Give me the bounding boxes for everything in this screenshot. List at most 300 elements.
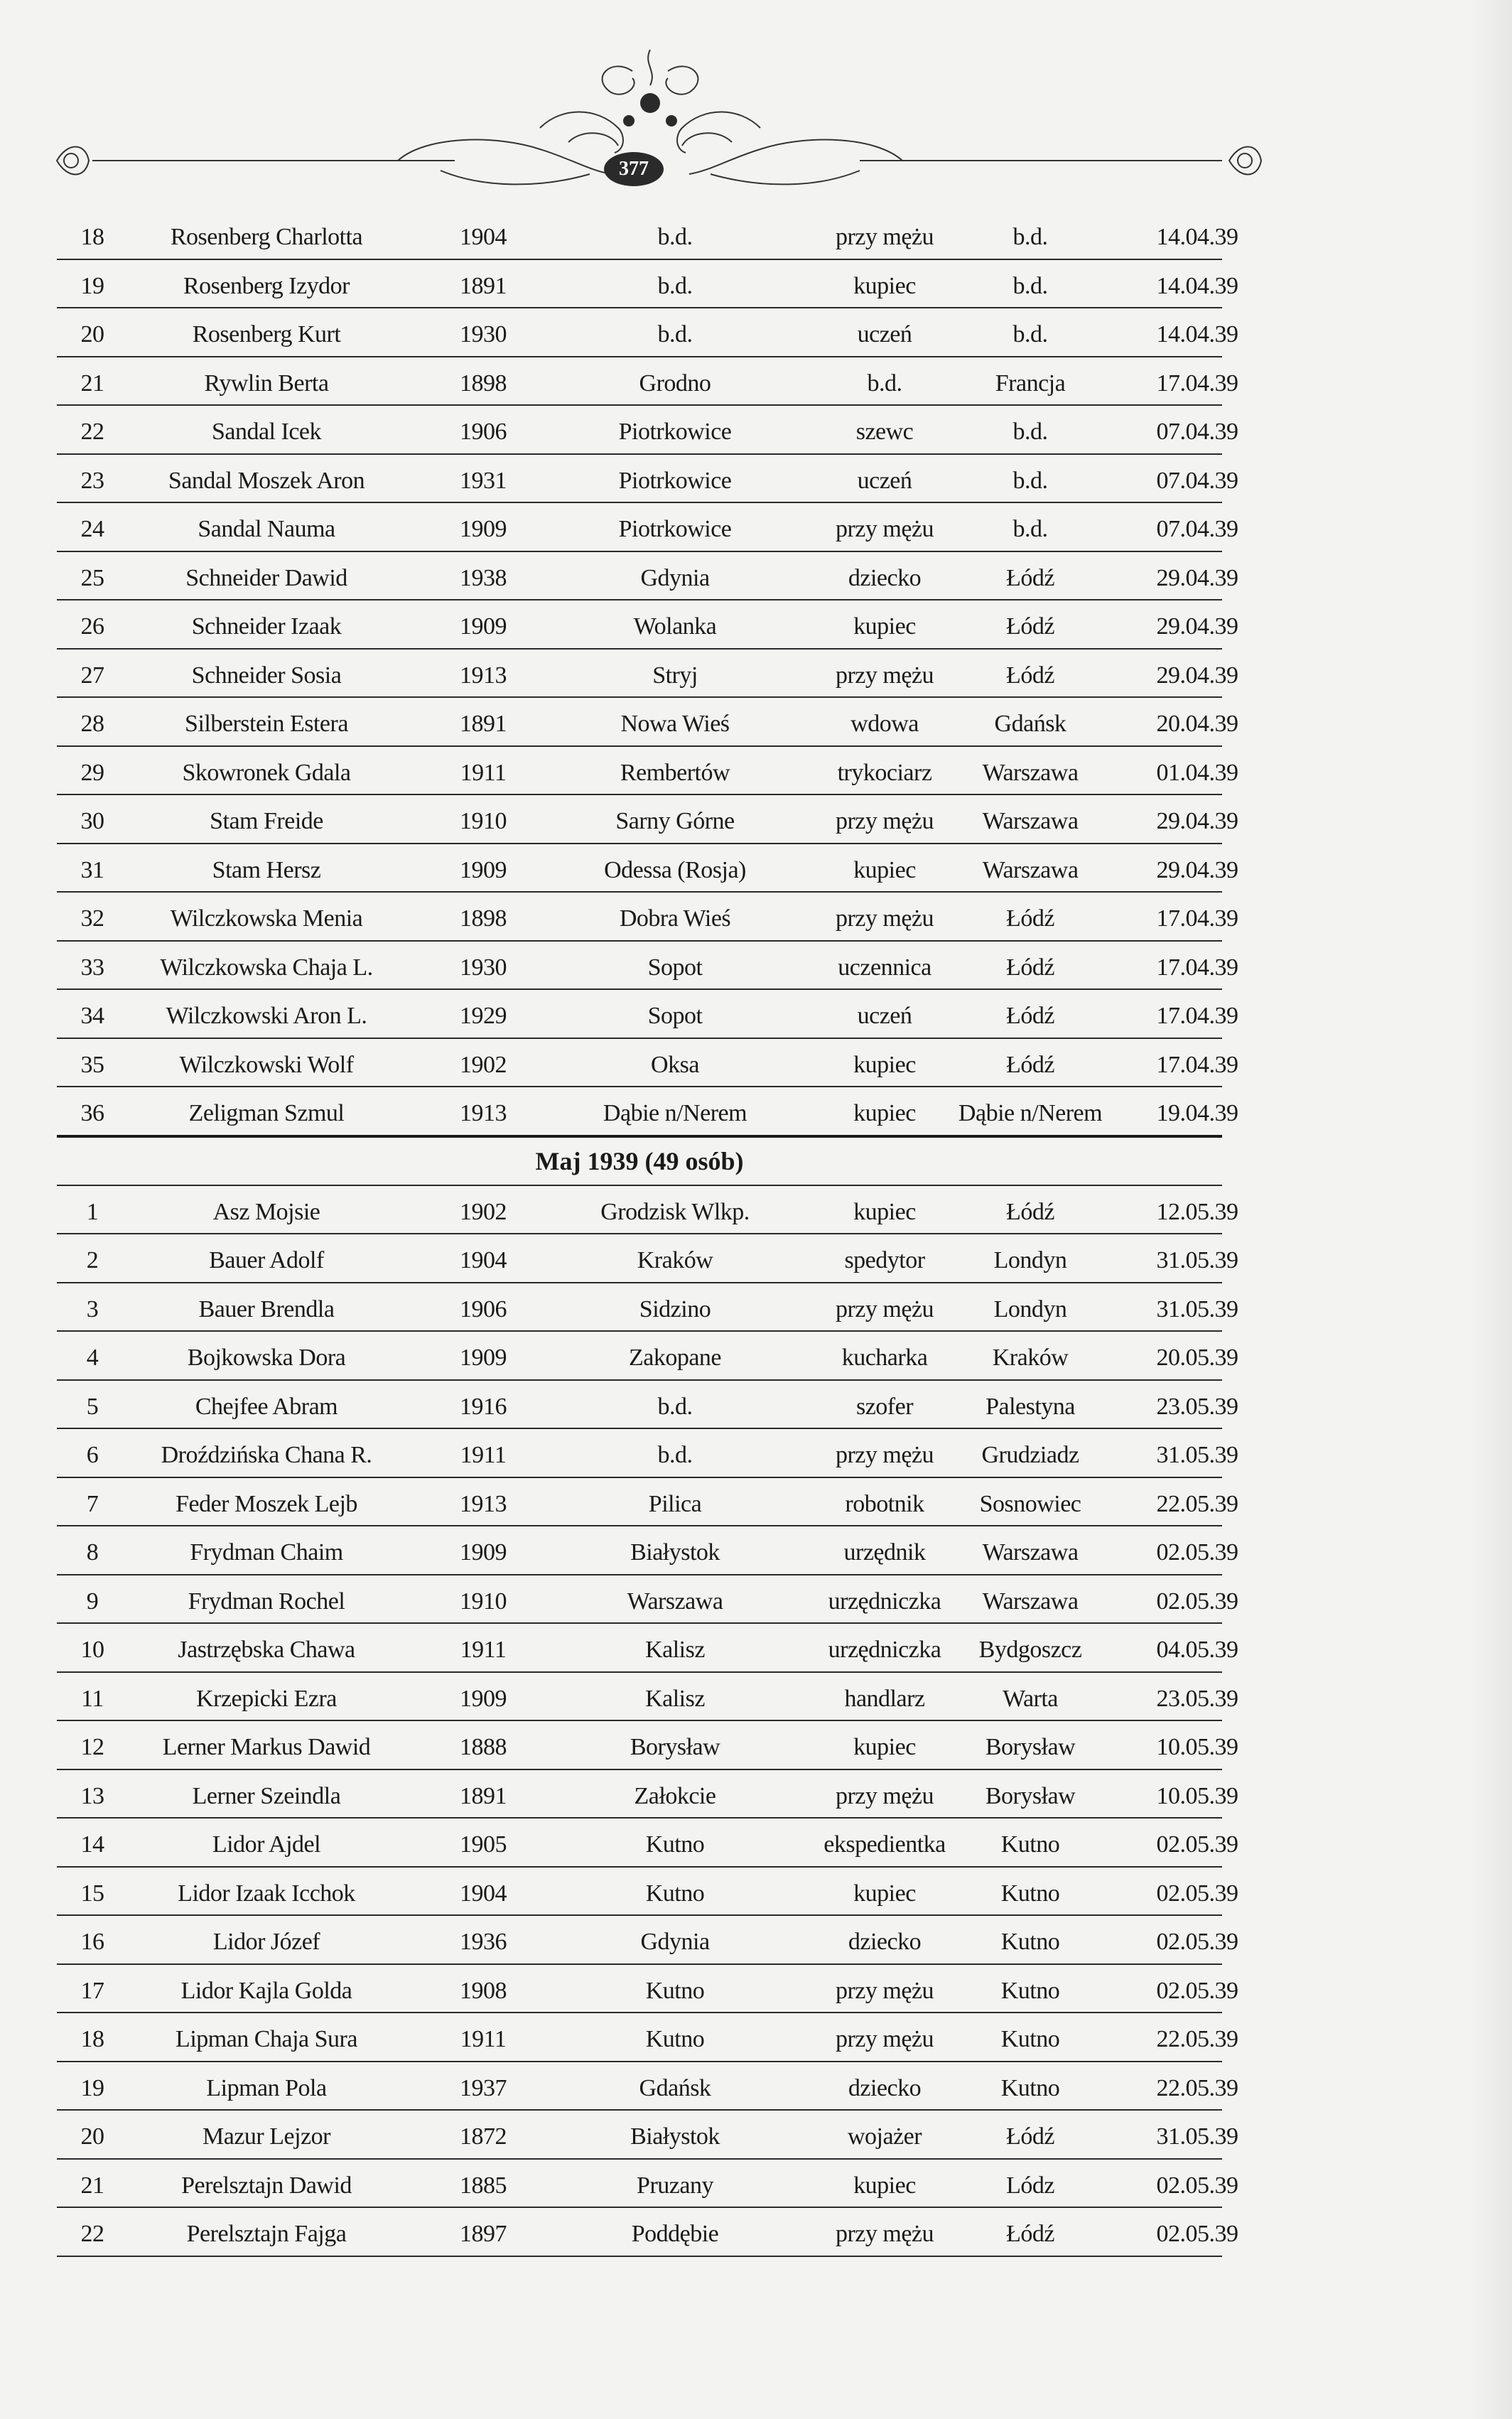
table-row [57,2111,1238,2160]
birth-year-cell: 1931 [460,467,507,494]
occupation-cell: uczeń [857,1003,912,1029]
row-number-cell: 30 [80,808,104,834]
row-number-cell: 25 [80,564,104,591]
table-row [57,2208,1238,2257]
row-number-cell: 13 [80,1782,104,1809]
birth-year-cell: 1911 [460,1637,507,1663]
row-number-cell: 35 [80,1051,104,1078]
row-number-cell: 11 [81,1685,104,1712]
departure-date-cell: 31.05.39 [1156,2123,1238,2150]
table-row [57,1916,1238,1965]
row-number-cell: 20 [80,2123,104,2150]
birth-year-cell: 1898 [460,905,507,932]
birth-year-cell: 1936 [460,1929,507,1955]
person-name-cell: Schneider Dawid [185,564,347,591]
birthplace-cell: Dąbie n/Nerem [603,1100,747,1126]
row-number-cell: 9 [86,1588,99,1615]
row-number-cell: 12 [80,1734,104,1760]
person-name-cell: Lidor Józef [212,1929,320,1955]
row-number-cell: 3 [86,1295,99,1322]
occupation-cell: b.d. [867,370,902,397]
birth-year-cell: 1909 [460,1345,507,1371]
table-row [57,1673,1238,1722]
person-name-cell: Droździńska Chana R. [161,1442,372,1468]
birth-year-cell: 1938 [460,564,507,591]
destination-cell: Kutno [1000,2026,1060,2052]
person-name-cell: Silberstein Estera [185,711,348,737]
row-number-cell: 14 [80,1831,104,1858]
birthplace-cell: Sidzino [639,1295,711,1322]
departure-date-cell: 01.04.39 [1156,759,1238,786]
birth-year-cell: 1898 [460,370,507,397]
destination-cell: b.d. [1012,419,1048,445]
person-name-cell: Krzepicki Ezra [196,1685,337,1712]
person-name-cell: Wilczkowska Chaja L. [160,954,373,981]
departure-date-cell: 23.05.39 [1156,1685,1238,1712]
person-name-cell: Sandal Icek [211,419,322,445]
departure-date-cell: 22.05.39 [1156,2026,1238,2052]
birthplace-cell: Zakopane [628,1345,722,1371]
row-number-cell: 6 [86,1442,99,1468]
departure-date-cell: 29.04.39 [1156,613,1238,640]
birth-year-cell: 1929 [460,1003,507,1029]
destination-cell: Łódź [1006,905,1054,932]
destination-cell: b.d. [1012,224,1048,250]
birth-year-cell: 1909 [460,1685,507,1712]
departure-date-cell: 10.05.39 [1156,1734,1238,1760]
table-row [57,1526,1238,1575]
departure-date-cell: 14.04.39 [1156,321,1238,348]
birthplace-cell: Stryj [652,662,698,689]
destination-cell: Łódź [1006,564,1054,591]
person-name-cell: Mazur Lejzor [202,2123,330,2150]
birth-year-cell: 1908 [460,1977,507,2004]
birth-year-cell: 1911 [460,2026,507,2052]
birth-year-cell: 1930 [460,954,507,981]
birthplace-cell: Borysław [630,1734,720,1760]
occupation-cell: przy mężu [835,905,934,932]
table-row [57,406,1238,455]
table-row [57,455,1238,504]
table-row [57,1965,1238,2014]
birth-year-cell: 1891 [460,711,507,737]
row-number-cell: 1 [86,1198,99,1225]
departure-date-cell: 10.05.39 [1156,1782,1238,1809]
table-row [57,1087,1238,1136]
occupation-cell: dziecko [848,1929,922,1955]
departure-date-cell: 02.05.39 [1156,1588,1238,1615]
birthplace-cell: Gdynia [640,564,710,591]
departure-date-cell: 31.05.39 [1156,1247,1238,1273]
departure-date-cell: 02.05.39 [1156,2221,1238,2247]
destination-cell: Kutno [1000,1929,1060,1955]
person-name-cell: Lidor Kajla Golda [180,1977,352,2004]
row-number-cell: 21 [80,2172,104,2199]
header-ornament [0,28,1512,220]
occupation-cell: trykociarz [837,759,932,786]
birth-year-cell: 1916 [460,1393,507,1420]
occupation-cell: kupiec [853,856,916,883]
birthplace-cell: Sopot [647,1003,703,1029]
birth-year-cell: 1906 [460,419,507,445]
departure-date-cell: 07.04.39 [1156,419,1238,445]
birthplace-cell: Sarny Górne [615,808,735,834]
birthplace-cell: Rembertów [620,759,730,786]
person-name-cell: Lerner Szeindla [192,1782,341,1809]
destination-cell: Kutno [1000,2074,1060,2101]
person-name-cell: Skowronek Gdala [182,759,351,786]
departure-date-cell: 20.05.39 [1156,1345,1238,1371]
destination-cell: Kutno [1000,1831,1060,1858]
destination-cell: Łódź [1006,662,1054,689]
birthplace-cell: Odessa (Rosja) [604,856,746,883]
birth-year-cell: 1909 [460,613,507,640]
destination-cell: Palestyna [986,1393,1075,1420]
birthplace-cell: Białystok [630,1539,720,1566]
person-name-cell: Chejfee Abram [195,1393,338,1420]
birthplace-cell: Poddębie [631,2221,719,2247]
birthplace-cell: Oksa [651,1051,699,1078]
row-number-cell: 17 [80,1977,104,2004]
destination-cell: Łódź [1006,1051,1054,1078]
table-row [57,503,1238,552]
row-number-cell: 27 [80,662,104,689]
destination-cell: Łódź [1006,2123,1054,2150]
table-row [57,1429,1238,1478]
birth-year-cell: 1913 [460,1490,507,1517]
destination-cell: Borysław [985,1782,1076,1809]
destination-cell: Kutno [1000,1880,1060,1907]
person-name-cell: Wilczkowski Aron L. [166,1003,367,1029]
person-name-cell: Zeligman Szmul [188,1100,345,1126]
departure-date-cell: 02.05.39 [1156,1977,1238,2004]
table-row [57,1332,1238,1381]
section-header-row [57,1135,1222,1186]
birth-year-cell: 1897 [460,2221,507,2247]
destination-cell: Dąbie n/Nerem [958,1100,1103,1126]
person-name-cell: Sandal Moszek Aron [168,467,365,494]
birth-year-cell: 1904 [460,1880,507,1907]
departure-date-cell: 31.05.39 [1156,1295,1238,1322]
destination-cell: b.d. [1012,467,1048,494]
occupation-cell: ekspedientka [824,1831,946,1858]
page-number: 377 [619,158,649,180]
person-name-cell: Lerner Markus Dawid [162,1734,371,1760]
departure-date-cell: 14.04.39 [1156,224,1238,250]
birthplace-cell: Dobra Wieś [619,905,731,932]
birth-year-cell: 1888 [460,1734,507,1760]
destination-cell: Gdańsk [994,711,1066,737]
person-name-cell: Schneider Izaak [191,613,342,640]
occupation-cell: przy mężu [835,2026,934,2052]
destination-cell: Warszawa [982,1588,1079,1615]
table-row [57,893,1238,942]
occupation-cell: szewc [855,419,914,445]
departure-date-cell: 31.05.39 [1156,1442,1238,1468]
table-row [57,942,1238,991]
person-name-cell: Wilczkowska Menia [170,905,363,932]
person-name-cell: Bauer Brendla [198,1295,335,1322]
table-row [57,1721,1238,1770]
birthplace-cell: b.d. [657,321,693,348]
departure-date-cell: 20.04.39 [1156,711,1238,737]
person-name-cell: Stam Freide [210,808,323,834]
departure-date-cell: 07.04.39 [1156,467,1238,494]
person-name-cell: Lipman Pola [206,2074,327,2101]
occupation-cell: kupiec [853,1100,916,1126]
person-name-cell: Rosenberg Charlotta [170,224,363,250]
person-name-cell: Rywlin Berta [204,370,329,397]
occupation-cell: przy mężu [835,808,934,834]
table-row [57,1234,1238,1283]
departure-date-cell: 19.04.39 [1156,1100,1238,1126]
occupation-cell: urzędniczka [828,1588,941,1615]
page-edge-shadow [1469,0,1512,2419]
birthplace-cell: Kalisz [645,1685,705,1712]
row-number-cell: 5 [86,1393,99,1420]
row-number-cell: 29 [80,759,104,786]
occupation-cell: spedytor [844,1247,925,1273]
birth-year-cell: 1910 [460,808,507,834]
table-row [57,1575,1238,1625]
birth-year-cell: 1872 [460,2123,507,2150]
table-row [57,795,1238,844]
departure-date-cell: 14.04.39 [1156,272,1238,299]
row-number-cell: 33 [80,954,104,981]
departure-date-cell: 02.05.39 [1156,1929,1238,1955]
destination-cell: Kraków [992,1345,1069,1371]
row-number-cell: 34 [80,1003,104,1029]
birthplace-cell: Piotrkowice [618,419,732,445]
row-number-cell: 2 [86,1247,99,1273]
occupation-cell: kupiec [853,1880,916,1907]
row-number-cell: 15 [80,1880,104,1907]
table-row [57,600,1238,650]
birth-year-cell: 1909 [460,856,507,883]
row-number-cell: 26 [80,613,104,640]
departure-date-cell: 02.05.39 [1156,2172,1238,2199]
occupation-cell: uczeń [857,321,912,348]
birthplace-cell: Kutno [645,1977,705,2004]
birth-year-cell: 1910 [460,1588,507,1615]
departure-date-cell: 17.04.39 [1156,905,1238,932]
destination-cell: Warta [1003,1685,1058,1712]
birthplace-cell: Załokcie [634,1782,716,1809]
birthplace-cell: Kutno [645,2026,705,2052]
person-name-cell: Sandal Nauma [198,516,335,542]
birth-year-cell: 1909 [460,1539,507,1566]
row-number-cell: 20 [80,321,104,348]
birthplace-cell: Pilica [648,1490,702,1517]
birth-year-cell: 1905 [460,1831,507,1858]
birth-year-cell: 1909 [460,516,507,542]
person-name-cell: Feder Moszek Lejb [176,1490,357,1517]
destination-cell: Warszawa [982,759,1079,786]
person-name-cell: Lipman Chaja Sura [176,2026,357,2052]
birth-year-cell: 1904 [460,224,507,250]
birth-year-cell: 1913 [460,1100,507,1126]
departure-date-cell: 02.05.39 [1156,1539,1238,1566]
destination-cell: Lódz [1006,2172,1054,2199]
row-number-cell: 24 [80,516,104,542]
departure-date-cell: 23.05.39 [1156,1393,1238,1420]
person-name-cell: Wilczkowski Wolf [179,1051,354,1078]
occupation-cell: urzędniczka [828,1637,941,1663]
birthplace-cell: Kraków [637,1247,713,1273]
destination-cell: Bydgoszcz [978,1637,1082,1663]
occupation-cell: szofer [855,1393,914,1420]
table-row [57,1283,1238,1332]
occupation-cell: przy mężu [835,1977,934,2004]
destination-cell: Łódź [1006,1198,1054,1225]
birthplace-cell: Grodzisk Wlkp. [600,1198,750,1225]
table-row [57,1868,1238,1917]
person-name-cell: Asz Mojsie [212,1198,320,1225]
departure-date-cell: 17.04.39 [1156,954,1238,981]
table-row [57,1186,1238,1235]
person-name-cell: Perelsztajn Dawid [181,2172,352,2199]
birthplace-cell: Grodno [639,370,711,397]
occupation-cell: kupiec [853,2172,916,2199]
departure-date-cell: 22.05.39 [1156,2074,1238,2101]
row-number-cell: 32 [80,905,104,932]
departure-date-cell: 29.04.39 [1156,808,1238,834]
occupation-cell: przy mężu [835,224,934,250]
destination-cell: Francja [995,370,1066,397]
row-number-cell: 21 [80,370,104,397]
occupation-cell: przy mężu [835,1295,934,1322]
occupation-cell: urzędnik [843,1539,926,1566]
destination-cell: b.d. [1012,516,1048,542]
occupation-cell: wojażer [847,2123,922,2150]
april-rows [57,211,1238,1136]
departure-date-cell: 12.05.39 [1156,1198,1238,1225]
destination-cell: Londyn [993,1247,1067,1273]
table-row [57,1039,1238,1088]
occupation-cell: uczeń [857,467,912,494]
birth-year-cell: 1906 [460,1295,507,1322]
birthplace-cell: Nowa Wieś [620,711,730,737]
departure-date-cell: 17.04.39 [1156,1003,1238,1029]
birthplace-cell: Gdańsk [639,2074,711,2101]
occupation-cell: dziecko [848,2074,922,2101]
departure-date-cell: 02.05.39 [1156,1880,1238,1907]
birth-year-cell: 1930 [460,321,507,348]
table-row [57,1381,1238,1430]
occupation-cell: przy mężu [835,2221,934,2247]
table-row [57,1770,1238,1819]
destination-cell: Łódź [1006,613,1054,640]
occupation-cell: robotnik [845,1490,924,1517]
table-row [57,260,1238,309]
person-name-cell: Lidor Ajdel [212,1831,321,1858]
table-row [57,2160,1238,2209]
person-name-cell: Bojkowska Dora [187,1345,346,1371]
birth-year-cell: 1904 [460,1247,507,1273]
row-number-cell: 36 [80,1100,104,1126]
birthplace-cell: b.d. [657,272,693,299]
destination-cell: Łódź [1006,954,1054,981]
birthplace-cell: Wolanka [633,613,717,640]
occupation-cell: kucharka [841,1345,928,1371]
person-name-cell: Frydman Chaim [190,1539,343,1566]
table-row [57,211,1238,260]
row-number-cell: 7 [86,1490,99,1517]
row-number-cell: 22 [80,419,104,445]
table-row [57,1478,1238,1527]
table-row [57,844,1238,893]
person-name-cell: Bauer Adolf [209,1247,324,1273]
row-number-cell: 18 [80,2026,104,2052]
birth-year-cell: 1902 [460,1198,507,1225]
person-name-cell: Frydman Rochel [188,1588,345,1615]
departure-date-cell: 04.05.39 [1156,1637,1238,1663]
birthplace-cell: Białystok [630,2123,720,2150]
birth-year-cell: 1891 [460,272,507,299]
person-name-cell: Lidor Izaak Icchok [178,1880,355,1907]
occupation-cell: uczennica [838,954,932,981]
person-name-cell: Rosenberg Kurt [192,321,341,348]
table-row [57,357,1238,406]
table-row [57,650,1238,699]
occupation-cell: kupiec [853,1198,916,1225]
occupation-cell: wdowa [850,711,919,737]
birthplace-cell: b.d. [657,1442,693,1468]
destination-cell: Sosnowiec [979,1490,1081,1517]
departure-date-cell: 17.04.39 [1156,370,1238,397]
birth-year-cell: 1902 [460,1051,507,1078]
passenger-list-table [57,211,1238,2257]
destination-cell: Warszawa [982,808,1079,834]
birth-year-cell: 1885 [460,2172,507,2199]
row-number-cell: 4 [86,1345,99,1371]
row-number-cell: 28 [80,711,104,737]
row-number-cell: 18 [80,224,104,250]
destination-cell: Grudziadz [981,1442,1079,1468]
destination-cell: Borysław [985,1734,1076,1760]
birthplace-cell: Kutno [645,1831,705,1858]
destination-cell: Warszawa [982,856,1079,883]
departure-date-cell: 02.05.39 [1156,1831,1238,1858]
section-title: Maj 1939 (49 osób) [535,1146,744,1175]
departure-date-cell: 29.04.39 [1156,564,1238,591]
birth-year-cell: 1891 [460,1782,507,1809]
birthplace-cell: Sopot [647,954,703,981]
birthplace-cell: Piotrkowice [618,467,732,494]
table-row [57,698,1238,747]
table-row [57,747,1238,796]
occupation-cell: przy mężu [835,662,934,689]
table-row [57,1819,1238,1868]
occupation-cell: kupiec [853,1734,916,1760]
departure-date-cell: 22.05.39 [1156,1490,1238,1517]
row-number-cell: 16 [80,1929,104,1955]
row-number-cell: 22 [80,2221,104,2247]
table-row [57,308,1238,357]
table-row [57,2062,1238,2111]
occupation-cell: przy mężu [835,516,934,542]
birthplace-cell: b.d. [657,224,693,250]
birth-year-cell: 1913 [460,662,507,689]
occupation-cell: przy mężu [835,1442,934,1468]
row-number-cell: 19 [80,272,104,299]
may-rows [57,1186,1238,2257]
table-row [57,552,1238,601]
birthplace-cell: Kalisz [645,1637,705,1663]
occupation-cell: kupiec [853,1051,916,1078]
occupation-cell: dziecko [848,564,922,591]
person-name-cell: Jastrzębska Chawa [178,1637,355,1663]
